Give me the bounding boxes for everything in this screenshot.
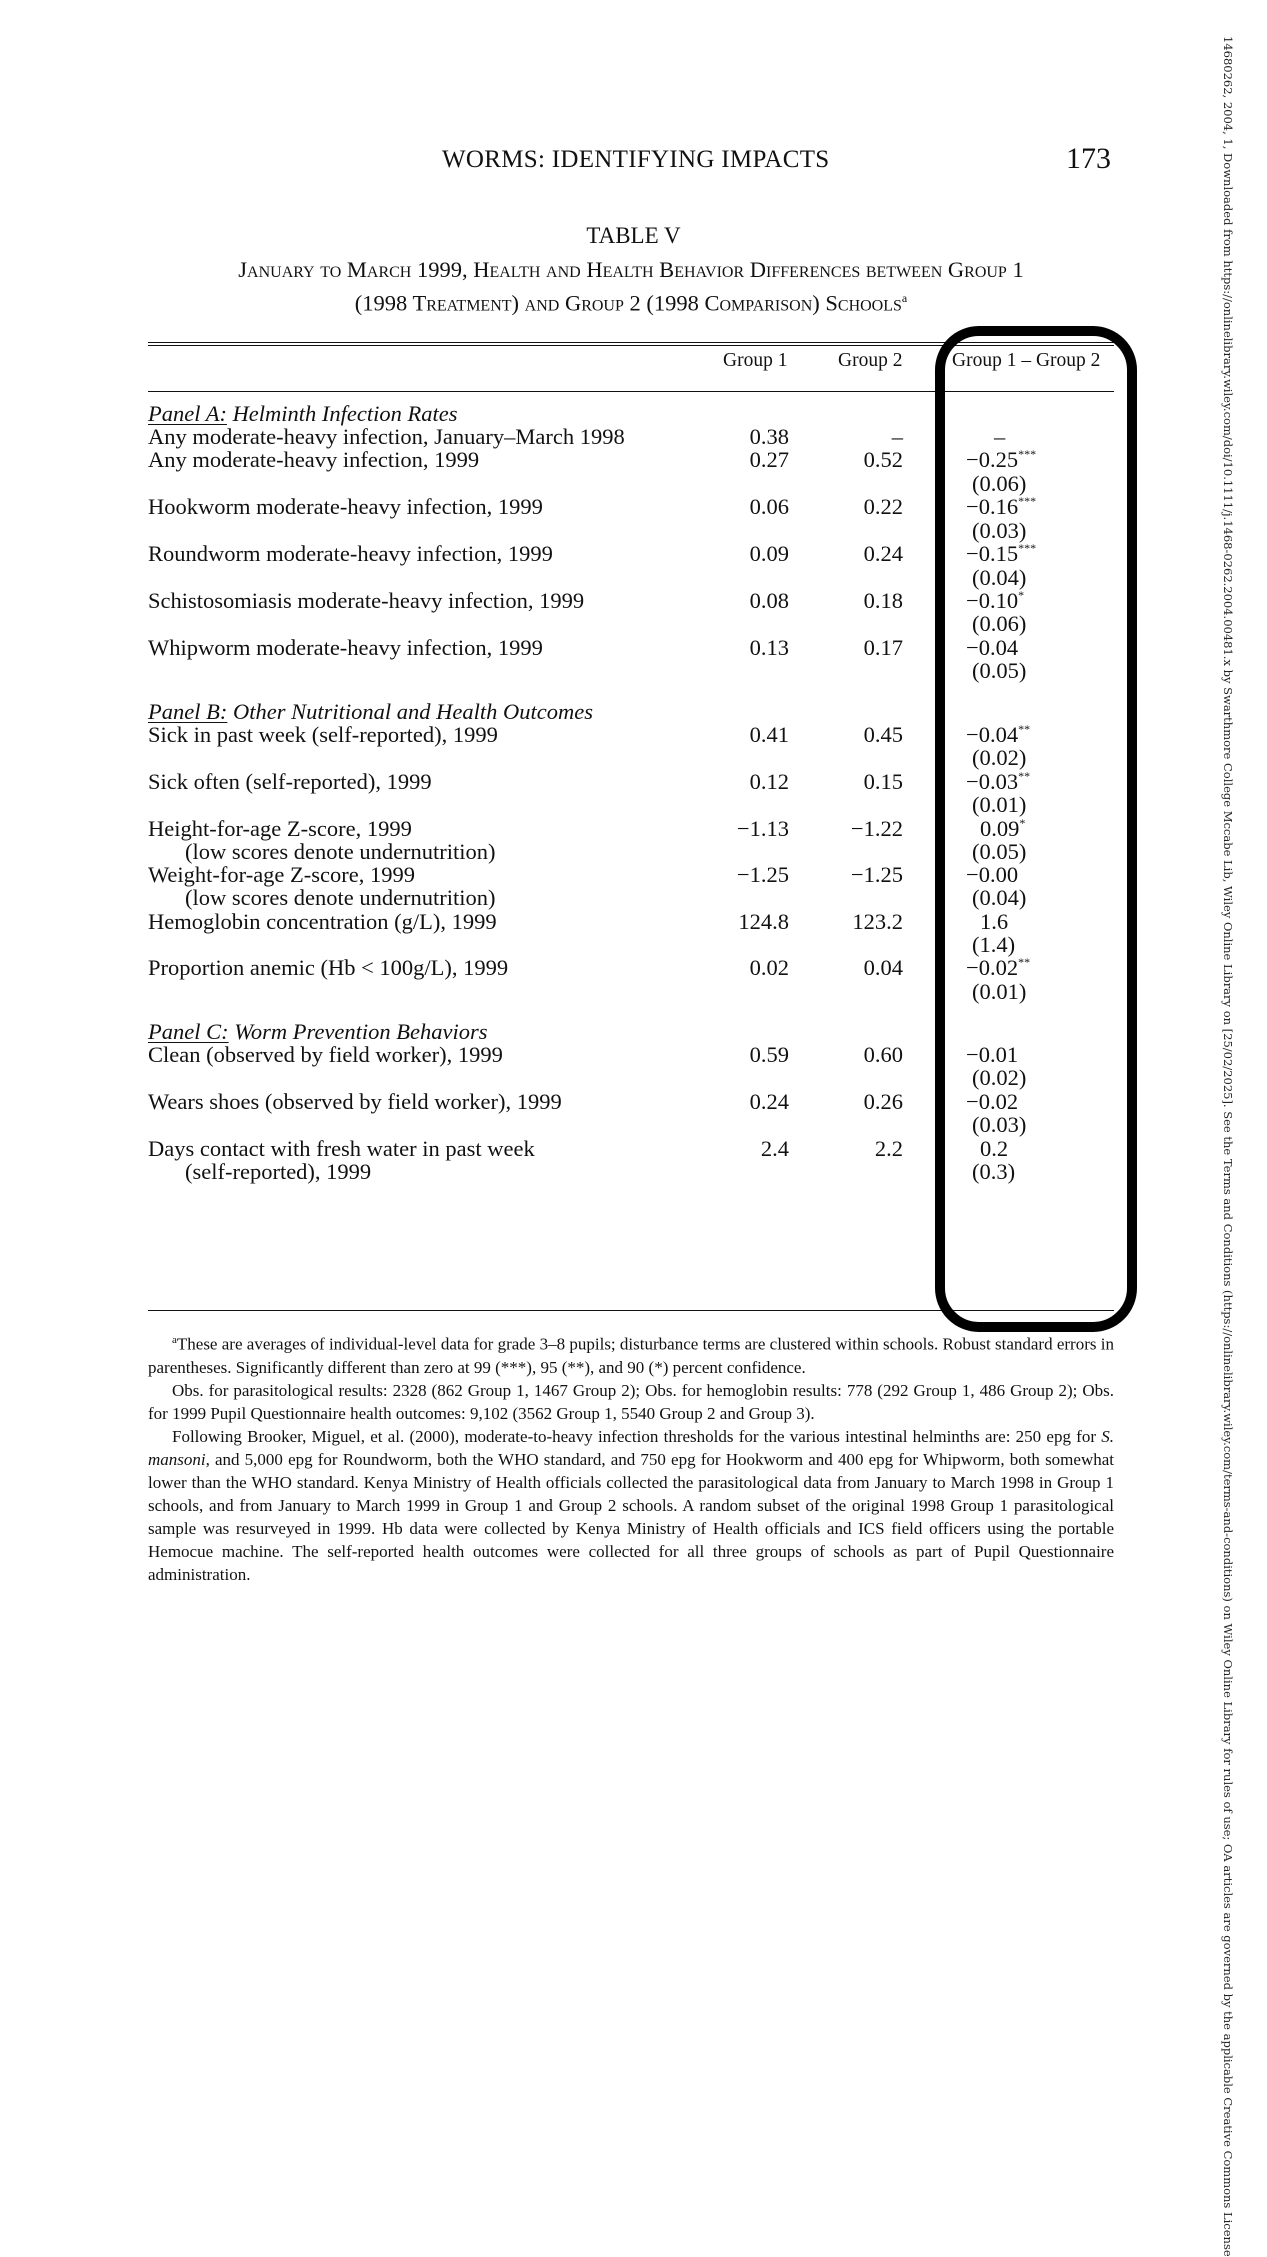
row-label: Any moderate-heavy infection, 1999 <box>148 447 480 473</box>
standard-error: (0.03) <box>972 517 1027 543</box>
row-label: Days contact with fresh water in past week <box>148 1135 535 1161</box>
significance-stars: * <box>1019 815 1026 830</box>
group-2-value: 0.45 <box>863 721 903 747</box>
difference-estimate: −0.02 <box>966 1088 1019 1114</box>
difference-estimate: −0.25 <box>966 447 1019 473</box>
standard-error: (0.06) <box>972 611 1027 637</box>
standard-error: (0.06) <box>972 470 1027 496</box>
row-sublabel: (low scores denote undernutrition) <box>185 885 496 911</box>
panel-prefix: Panel B: <box>148 698 228 724</box>
significance-stars: *** <box>1018 447 1037 462</box>
group-2-value: 0.60 <box>863 1042 903 1067</box>
group-2-value: 0.18 <box>863 588 903 614</box>
group-1-value: 0.24 <box>749 1088 789 1114</box>
group-1-value: −1.25 <box>736 862 789 888</box>
difference-estimate: −0.10 <box>966 588 1019 614</box>
standard-error: (0.01) <box>972 978 1027 1004</box>
panel-prefix: Panel C: <box>148 1018 229 1044</box>
standard-error: (0.02) <box>972 744 1027 770</box>
row-label: Hookworm moderate-heavy infection, 1999 <box>148 494 543 520</box>
row-label: Wears shoes (observed by field worker), 1999 <box>148 1088 562 1114</box>
difference-estimate: – <box>994 424 1006 450</box>
group-2-value: −1.25 <box>850 862 903 888</box>
table-label: TABLE V <box>586 223 681 248</box>
footnote-a-text: These are averages of individual-level data for grade 3–8 pupils; disturbance terms are clustered within schools. Robust standard errors in parentheses. Significantly different than zero at 99 (***), 95 (**), and 90 (*) percent confidence. <box>148 1334 1114 1377</box>
column-header-group-1: Group 1 <box>723 350 788 371</box>
row-sublabel: (low scores denote undernutrition) <box>185 838 496 864</box>
difference-estimate: −0.02 <box>966 955 1019 981</box>
panel-name: Helminth Infection Rates <box>226 401 458 426</box>
significance-stars: *** <box>1018 541 1037 556</box>
difference-estimate: 1.6 <box>980 908 1009 934</box>
standard-error: (0.3) <box>972 1159 1016 1185</box>
row-label: Hemoglobin concentration (g/L), 1999 <box>148 908 497 934</box>
group-2-value: 0.17 <box>863 635 903 661</box>
footnotes <box>148 1329 1114 1586</box>
group-2-value: 123.2 <box>852 908 903 934</box>
difference-estimate: 0.2 <box>980 1135 1009 1161</box>
group-2-value: 0.52 <box>863 447 903 473</box>
row-label: Proportion anemic (Hb < 100g/L), 1999 <box>148 955 509 981</box>
difference-estimate: −0.04 <box>966 635 1019 661</box>
footnote-obs: Obs. for parasitological results: 2328 (862 Group 1, 1467 Group 2); Obs. for hemoglobin results: 778 (292 Group 1, 486 Group 2); Obs. for 1999 Pupil Questionnaire health outcomes: 9,102 (3562 Group 1, 5540 Group 2 and Group 3). <box>148 1380 1114 1423</box>
difference-estimate: −0.01 <box>966 1042 1019 1067</box>
row-label: Weight-for-age Z-score, 1999 <box>148 862 416 888</box>
page-number: 173 <box>1066 142 1111 175</box>
group-2-value: 0.26 <box>863 1088 903 1114</box>
group-2-value: 0.15 <box>863 768 903 794</box>
difference-estimate: −0.04 <box>966 721 1019 747</box>
table-caption <box>148 256 1114 318</box>
caption-line-2: (1998 Treatment) and Group 2 (1998 Comparison) Schools <box>354 290 902 316</box>
difference-estimate: −0.15 <box>966 541 1019 567</box>
significance-stars: ** <box>1018 955 1031 970</box>
thresholds-text-cont: , and 5,000 epg for Roundworm, both the WHO standard, and 750 epg for Hookworm and 400 epg for Whipworm, both somewhat lower than the WHO standard. Kenya Ministry of Health officials collected the parasitological data from January to March 1998 in Group 1 schools, and from January to March 1999 in Group 1 and Group 2 schools. A random subset of the original 1998 Group 1 parasitological sample was resurveyed in 1999. Hb data were collected by Kenya Ministry of Health officials and ICS field officers using the portable Hemocue machine. The self-reported health outcomes were collected for all three groups of schools as part of Pupil Questionnaire administration. <box>148 1449 1114 1584</box>
download-notice: 14680262, 2004, 1, Downloaded from https://onlinelibrary.wiley.com/doi/10.1111/j.1468-0262.2004.00481.x by Swarthmore College Mccabe Lib, Wiley Online Library on [25/02/2025]. See the Terms and Conditions (https://onlinelibrary.wiley.com/terms-and-conditions) on Wiley Online Library for rules of use; OA articles are governed by the applicable Creative Commons License <box>1221 36 1235 2257</box>
standard-error: (0.01) <box>972 791 1027 817</box>
group-1-value: 124.8 <box>738 908 789 934</box>
group-1-value: 0.59 <box>749 1042 789 1067</box>
row-label: Whipworm moderate-heavy infection, 1999 <box>148 635 543 661</box>
group-2-value: 0.22 <box>863 494 903 520</box>
difference-estimate: −0.03 <box>966 768 1019 794</box>
column-header-difference: Group 1 – Group 2 <box>952 350 1101 371</box>
thresholds-text: Following Brooker, Miguel, et al. (2000), moderate-to-heavy infection thresholds for the various intestinal helminths are: 250 epg for <box>172 1426 1102 1446</box>
row-label: Any moderate-heavy infection, January–March 1998 <box>148 424 625 450</box>
group-1-value: −1.13 <box>736 815 789 841</box>
group-2-value: 0.04 <box>863 955 903 981</box>
row-sublabel: (self-reported), 1999 <box>185 1159 372 1185</box>
group-1-value: 0.02 <box>749 955 789 981</box>
difference-column-highlight <box>935 326 1137 1332</box>
group-2-value: 2.2 <box>874 1135 903 1161</box>
group-1-value: 0.06 <box>749 494 789 520</box>
significance-stars: ** <box>1018 721 1031 736</box>
standard-error: (0.05) <box>972 838 1027 864</box>
footnote-marker: a <box>172 1334 177 1346</box>
group-2-value: −1.22 <box>850 815 903 841</box>
standard-error: (0.03) <box>972 1112 1027 1138</box>
running-head: WORMS: IDENTIFYING IMPACTS <box>442 146 830 173</box>
significance-stars: * <box>1018 588 1025 603</box>
caption-footnote-marker: a <box>901 291 908 305</box>
row-label: Schistosomiasis moderate-heavy infection, 1999 <box>148 588 585 614</box>
row-label: Clean (observed by field worker), 1999 <box>148 1042 503 1067</box>
group-1-value: 0.41 <box>749 721 789 747</box>
caption-line-1: January to March 1999, Health and Health Behavior Differences between Group 1 <box>238 257 1024 282</box>
difference-estimate: −0.00 <box>966 862 1019 888</box>
group-1-value: 0.13 <box>749 635 789 661</box>
significance-stars: *** <box>1018 494 1037 509</box>
group-1-value: 0.09 <box>749 541 789 567</box>
group-1-value: 0.12 <box>749 768 789 794</box>
footnote-thresholds <box>148 1425 1114 1586</box>
footnote-a <box>148 1329 1114 1379</box>
standard-error: (0.04) <box>972 564 1027 590</box>
group-1-value: 0.08 <box>749 588 789 614</box>
group-1-value: 0.27 <box>749 447 789 473</box>
standard-error: (0.04) <box>972 885 1027 911</box>
row-label: Roundworm moderate-heavy infection, 1999 <box>148 541 553 567</box>
panel-prefix: Panel A: <box>148 401 227 426</box>
group-1-value: 0.38 <box>749 424 789 450</box>
panel-name: Worm Prevention Behaviors <box>228 1018 488 1044</box>
group-1-value: 2.4 <box>760 1135 789 1161</box>
standard-error: (0.02) <box>972 1065 1027 1091</box>
significance-stars: ** <box>1018 768 1031 783</box>
standard-error: (0.05) <box>972 658 1027 684</box>
species-name: S. mansoni <box>148 1426 1114 1469</box>
row-label: Sick often (self-reported), 1999 <box>148 768 432 794</box>
standard-error: (1.4) <box>972 931 1016 957</box>
panel-name: Other Nutritional and Health Outcomes <box>227 698 593 724</box>
group-2-value: – <box>891 424 903 450</box>
difference-estimate: −0.16 <box>966 494 1019 520</box>
row-label: Sick in past week (self-reported), 1999 <box>148 721 498 747</box>
column-header-group-2: Group 2 <box>838 350 903 371</box>
row-label: Height-for-age Z-score, 1999 <box>148 815 412 841</box>
group-2-value: 0.24 <box>863 541 903 567</box>
difference-estimate: 0.09 <box>980 815 1020 841</box>
